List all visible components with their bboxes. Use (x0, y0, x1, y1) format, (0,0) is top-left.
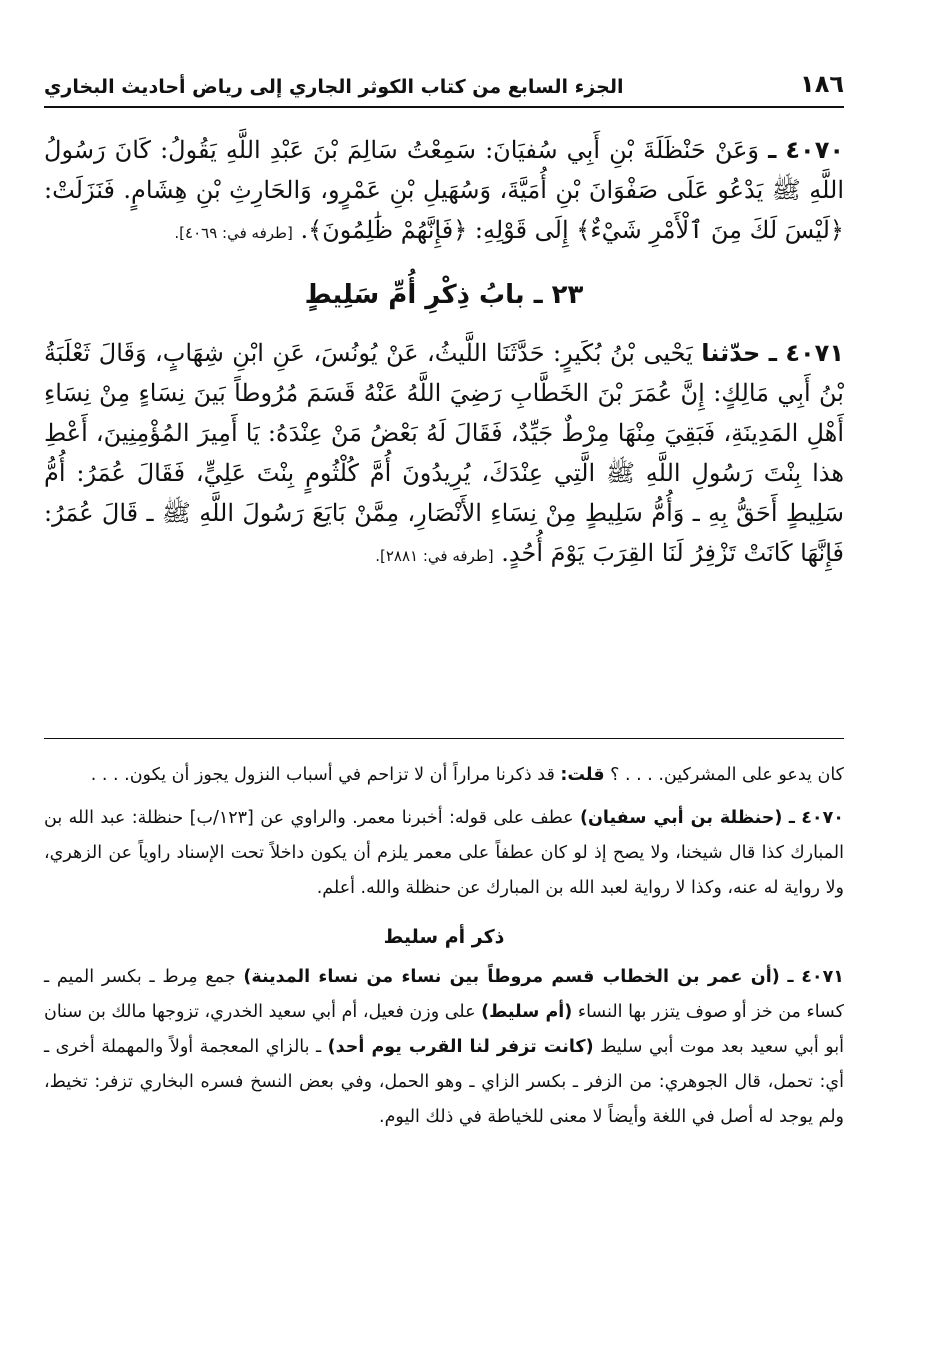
note-separator: ـ (788, 808, 795, 828)
page (44, 62, 844, 576)
note-number: ٤٠٧١ (801, 967, 844, 987)
note-text: عطف على قوله: أخبرنا معمر. والراوي عن [١٢٣/ب] حنظلة: عبد الله بن المبارك كذا قال شيخنا، ولا يصح إذ لو كان عطفاً على معمر يلزم أن يكون داخلاً تحت الإسناد راوياً عن الزهري، ولا رواية له عنه، وكذا لا رواية لعبد الله بن المبارك عن حنظلة والله. أعلم. (44, 808, 844, 898)
note-quote: (حنظلة بن أبي سفيان) (579, 808, 783, 828)
notes-section-title: ذكر أم سليط (383, 926, 505, 948)
note-label: قلت: (560, 765, 605, 785)
note-text: على وزن فعيل، أم أبي سعيد الخدري، تزوجها مالك بن سنان أبو أبي سعيد بعد موت أبي سليط (43, 1002, 844, 1057)
chapter-title: ٢٣ ـ بابُ ذِكْرِ أُمِّ سَلِيطٍ (304, 280, 584, 310)
hadith-separator: ـ (768, 136, 777, 164)
running-title: الجزء السابع من كتاب الكوثر الجاري إلى رياض أحاديث البخاري (44, 76, 624, 98)
hadith-text: وَعَنْ حَنْظَلَةَ بْنِ أَبِي سُفيَانَ: سَمِعْتُ سَالِمَ بْنَ عَبْدِ اللَّهِ يَقُولُ: كَانَ رَسُولُ اللَّهِ ﷺ يَدْعُو عَلَى صَفْوَانَ بْنِ أُمَيَّةَ، وَسُهَيلِ بْنِ عَمْرٍو، وَالحَارِثِ بْنِ هِشَامٍ. فَنَزَلَتْ: ﴿لَيْسَ لَكَ مِنَ ٱلْأَمْرِ شَيْءٌ﴾ إِلَى قَوْلِهِ: ﴿فَإِنَّهُمْ ظَٰلِمُونَ﴾. (44, 136, 844, 244)
hadith-text: يَحْيى بْنُ بُكَيرٍ: حَدَّثَنَا اللَّيثُ، عَنْ يُونُسَ، عَنِ ابْنِ شِهَابٍ، وَقَالَ ثَعْلَبَةُ بْنُ أَبِي مَالِكٍ: إِنَّ عُمَرَ بْنَ الخَطَّابِ رَضِيَ اللَّهُ عَنْهُ قَسَمَ مُرُوطاً بَينَ نِسَاءٍ مِنْ نِسَاءِ أَهْلِ المَدِينَةِ، فَبَقِيَ مِنْهَا مِرْطٌ جَيِّدٌ، فَقَالَ لَهُ بَعْضُ مَنْ عِنْدَهُ: يَا أَمِيرَ المُؤْمِنِينَ، أَعْطِ هذا بِنْتَ رَسُولِ اللَّهِ ﷺ الَّتِي عِنْدَكَ، يُرِيدُونَ أُمَّ كُلْثُومٍ بِنْتَ عَلِيٍّ، فَقَالَ عُمَرُ: أُمُّ سَلِيطٍ أَحَقُّ بِهِ ـ وَأُمُّ سَلِيطٍ مِنْ نِسَاءِ الأَنْصَارِ، مِمَّنْ بَايَعَ رَسُولَ اللَّهِ ﷺ ـ قَالَ عُمَرُ: فَإِنَّهَا كَانَتْ تَزْفِرُ لَنَا القِرَبَ يَوْمَ أُحُدٍ. (44, 339, 844, 567)
hadith-reference: [طرفه في: ٢٨٨١]. (375, 547, 494, 565)
commentary (44, 758, 844, 1143)
note-quote: (أم سليط) (481, 1002, 573, 1022)
note-quote: (كانت تزفر لنا القرب يوم أحد) (327, 1037, 594, 1057)
note-text: ـ بالزاي المعجمة أولاً والمهملة أخرى ـ أي: تحمل، قال الجوهري: من الزفر ـ بكسر الزاي ـ وهو الحمل، وفي بعض النسخ فسره البخاري تزفر: تخيط، ولم يوجد له أصل في اللغة وأيضاً لا معنى للخياطة في ذلك اليوم. (44, 1037, 844, 1127)
note-text: قد ذكرنا مراراً أن لا تزاحم في أسباب النزول يجوز أن يكون. . . . (90, 765, 555, 785)
note-quote: (أن عمر بن الخطاب قسم مروطاً بين نساء من نساء المدينة) (243, 967, 780, 987)
hadith-4071 (44, 333, 844, 576)
hadith-number: ٤٠٧١ (785, 339, 844, 367)
hadith-4070 (44, 130, 844, 253)
page-number: ١٨٦ (800, 70, 844, 98)
note-continuation (44, 758, 844, 793)
note-number: ٤٠٧٠ (801, 808, 844, 828)
hadith-lead: حدّثنا (701, 339, 761, 367)
note-text: جمع مِرط ـ بكسر الميم ـ كساء من خز أو صوف يتزر بها النساء (44, 967, 844, 1022)
hadith-reference: [طرفه في: ٤٠٦٩]. (174, 224, 293, 242)
page-header (44, 62, 844, 108)
hadith-number: ٤٠٧٠ (785, 136, 844, 164)
note-text: كان يدعو على المشركين. . . . ؟ (610, 765, 844, 785)
note-separator: ـ (787, 967, 794, 987)
hadith-separator: ـ (768, 339, 777, 367)
footnote-divider (44, 738, 844, 739)
note-4070 (44, 801, 844, 906)
note-4071 (44, 960, 844, 1135)
